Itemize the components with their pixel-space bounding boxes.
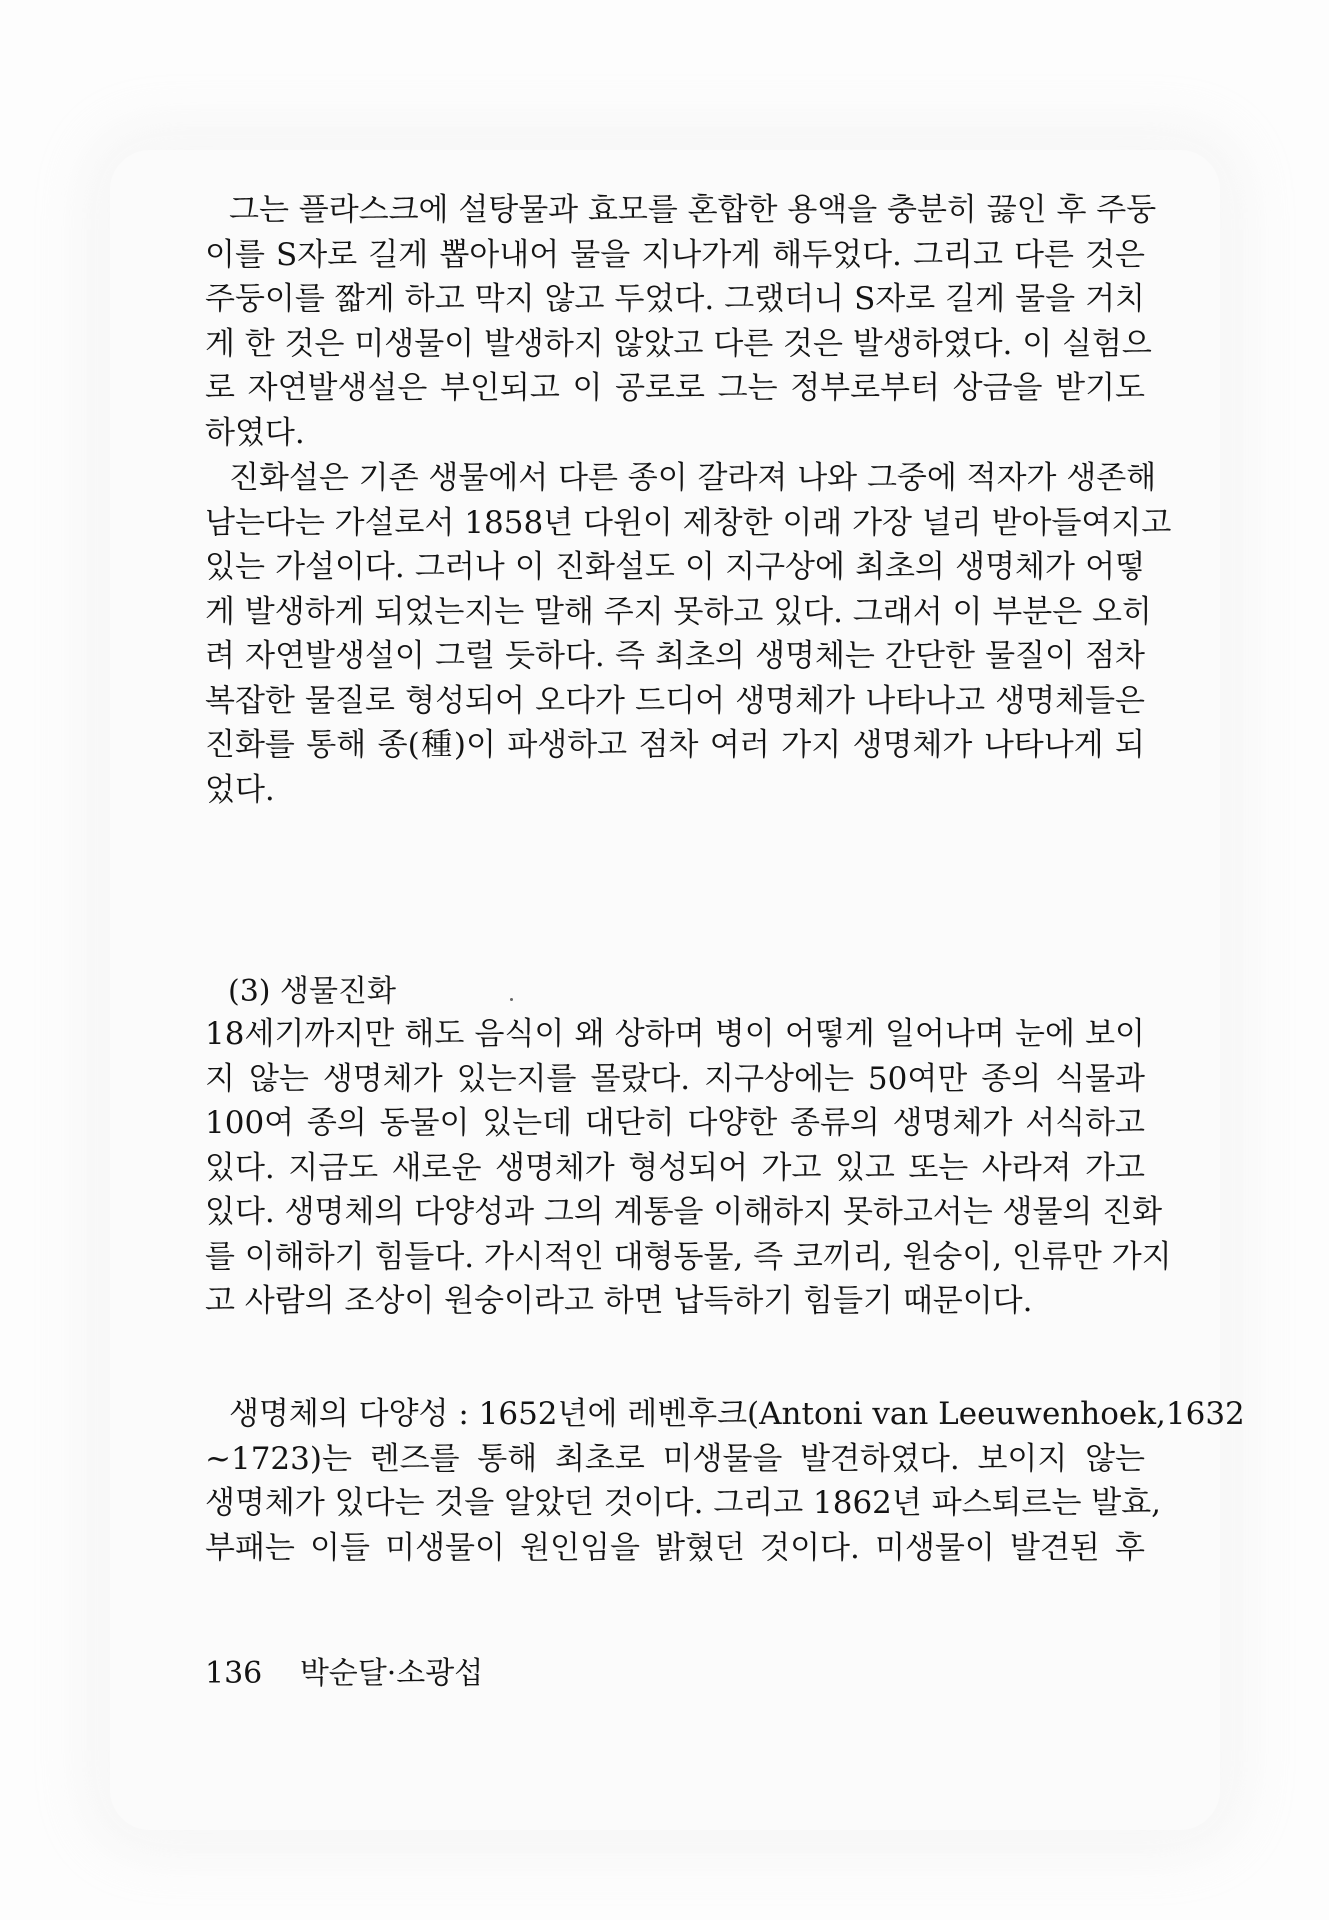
- paragraph-1: [205, 188, 1157, 455]
- text-line: 를 이해하기 힘들다. 가시적인 대형동물, 즉 코끼리, 원숭이, 인류만 가지: [205, 1238, 1172, 1275]
- paragraph-1-block: [205, 188, 1157, 455]
- text-line: 있다. 지금도 새로운 생명체가 형성되어 가고 있고 또는 사라져 가고: [205, 1149, 1145, 1186]
- page-footer: [205, 1648, 483, 1692]
- text-line: 게 한 것은 미생물이 발생하지 않았고 다른 것은 발생하였다. 이 실험으: [205, 325, 1152, 362]
- text-line: 생명체의 다양성 : 1652년에 레벤후크(Antoni van Leeuwenhoek,1632: [229, 1396, 1245, 1432]
- page-number: 136: [205, 1656, 263, 1691]
- footer-authors: 박순달·소광섭: [299, 1656, 484, 1691]
- section-heading: (3) 생물진화: [228, 974, 396, 1009]
- text-line: 고 사람의 조상이 원숭이라고 하면 납득하기 힘들기 때문이다.: [205, 1283, 1033, 1319]
- paragraph-2: [205, 456, 1172, 812]
- text-line: 복잡한 물질로 형성되어 오다가 드디어 생명체가 나타나고 생명체들은: [205, 682, 1145, 719]
- text-line: 진화를 통해 종(種)이 파생하고 점차 여러 가지 생명체가 나타나게 되: [205, 727, 1145, 763]
- text-line: 생명체가 있다는 것을 알았던 것이다. 그리고 1862년 파스퇴르는 발효,: [205, 1485, 1162, 1521]
- text-line: 18세기까지만 해도 음식이 왜 상하며 병이 어떻게 일어나며 눈에 보이: [205, 1016, 1146, 1052]
- text-line: 그는 플라스크에 설탕물과 효모를 혼합한 용액을 충분히 끓인 후 주둥: [229, 192, 1157, 228]
- text-line: 었다.: [205, 771, 275, 808]
- paragraph-3: [205, 1012, 1172, 1324]
- text-line: 게 발생하게 되었는지는 말해 주지 못하고 있다. 그래서 이 부분은 오히: [205, 593, 1152, 630]
- text-line: 지 않는 생명체가 있는지를 몰랐다. 지구상에는 50여만 종의 식물과: [205, 1060, 1145, 1097]
- text-line: 주둥이를 짧게 하고 막지 않고 두었다. 그랬더니 S자로 길게 물을 거치: [205, 281, 1145, 317]
- text-line: 려 자연발생설이 그럴 듯하다. 즉 최초의 생명체는 간단한 물질이 점차: [205, 638, 1145, 674]
- text-line: 진화설은 기존 생물에서 다른 종이 갈라져 나와 그중에 적자가 생존해: [229, 460, 1157, 496]
- text-line: 남는다는 가설로서 1858년 다윈이 제창한 이래 가장 널리 받아들여지고: [205, 504, 1172, 541]
- text-line: 로 자연발생설은 부인되고 이 공로로 그는 정부로부터 상금을 받기도: [205, 370, 1145, 406]
- text-line: 있다. 생명체의 다양성과 그의 계통을 이해하지 못하고서는 생물의 진화: [205, 1194, 1163, 1230]
- text-line: ~1723)는 렌즈를 통해 최초로 미생물을 발견하였다. 보이지 않는: [205, 1440, 1145, 1477]
- stray-dot-mark: [510, 998, 513, 1001]
- text-line: 하였다.: [205, 414, 305, 451]
- paragraph-2-block: [205, 456, 1172, 812]
- text-line: 있는 가설이다. 그러나 이 진화설도 이 지구상에 최초의 생명체가 어떻: [205, 549, 1145, 585]
- text-line: 부패는 이들 미생물이 원인임을 밝혔던 것이다. 미생물이 발견된 후: [205, 1529, 1145, 1566]
- paragraph-3-block: [205, 1012, 1172, 1324]
- paragraph-4: [205, 1392, 1245, 1570]
- paragraph-4-block: [205, 1392, 1245, 1570]
- text-line: 이를 S자로 길게 뽑아내어 물을 지나가게 해두었다. 그리고 다른 것은: [205, 236, 1145, 273]
- text-line: 100여 종의 동물이 있는데 대단히 다양한 종류의 생명체가 서식하고: [205, 1105, 1145, 1141]
